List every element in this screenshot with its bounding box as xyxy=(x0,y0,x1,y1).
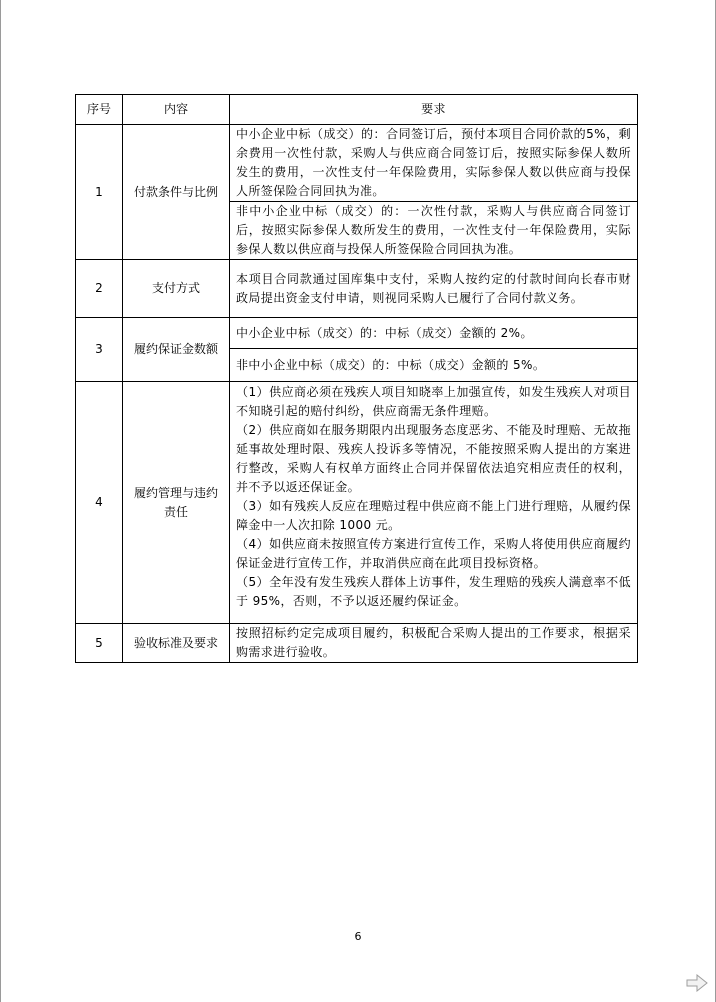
row-requirement: 非中小企业中标（成交）的：一次性付款，采购人与供应商合同签订后，按照实际参保人数所发生的费用，一次性支付一年保险费用，实际参保人数以供应商与投保人所签保险合同回执为准。 xyxy=(230,202,638,260)
table-header-row xyxy=(76,95,638,125)
row-item: 付款条件与比例 xyxy=(123,125,230,260)
row-requirement: 中小企业中标（成交）的：中标（成交）金额的 2%。 xyxy=(230,318,638,349)
row-item: 履约管理与违约责任 xyxy=(123,382,230,624)
table-row xyxy=(76,624,638,663)
header-item: 内容 xyxy=(123,95,230,125)
header-requirements: 要求 xyxy=(230,95,638,125)
row-requirement xyxy=(230,382,638,624)
row-number: 2 xyxy=(76,260,123,318)
row-number: 4 xyxy=(76,382,123,624)
requirement-paragraph: （3）如有残疾人反应在理赔过程中供应商不能上门进行理赔，从履约保障金中一人次扣除 1000 元。 xyxy=(236,499,631,532)
requirement-paragraph: （5）全年没有发生残疾人群体上访事件，发生理赔的残疾人满意率不低于 95%，否则，不予以返还履约保证金。 xyxy=(236,575,631,608)
row-number: 5 xyxy=(76,624,123,663)
page-number: 6 xyxy=(354,930,362,943)
row-requirement: 本项目合同款通过国库集中支付，采购人按约定的付款时间向长春市财政局提出资金支付申请，则视同采购人已履行了合同付款义务。 xyxy=(230,260,638,318)
requirement-paragraph: （4）如供应商未按照宣传方案进行宣传工作，采购人将使用供应商履约保证金进行宣传工作，并取消供应商在此项目投标资格。 xyxy=(236,537,631,570)
header-no: 序号 xyxy=(76,95,123,125)
table-row xyxy=(76,318,638,349)
table-row xyxy=(76,125,638,202)
row-number: 1 xyxy=(76,125,123,260)
row-requirement: 非中小企业中标（成交）的：中标（成交）金额的 5%。 xyxy=(230,349,638,382)
row-item: 支付方式 xyxy=(123,260,230,318)
page-frame-left xyxy=(0,0,1,1002)
table-row xyxy=(76,382,638,624)
requirement-paragraph: （2）供应商如在服务期限内出现服务态度恶劣、不能及时理赔、无故拖延事故处理时限、残疾人投诉多等情况，不能按照采购人提出的方案进行整改，采购人有权单方面终止合同并保留依法追究相应责任的权利，并不予以返还保证金。 xyxy=(236,423,631,494)
row-item: 验收标准及要求 xyxy=(123,624,230,663)
next-page-arrow-icon[interactable] xyxy=(686,974,708,992)
row-item: 履约保证金数额 xyxy=(123,318,230,382)
requirements-table xyxy=(75,94,638,663)
requirement-paragraph: （1）供应商必须在残疾人项目知晓率上加强宣传，如发生残疾人对项目不知晓引起的赔付纠纷，供应商需无条件理赔。 xyxy=(236,385,631,418)
row-requirement: 按照招标约定完成项目履约，积极配合采购人提出的工作要求，根据采购需求进行验收。 xyxy=(230,624,638,663)
row-requirement: 中小企业中标（成交）的：合同签订后，预付本项目合同价款的5%，剩余费用一次性付款，采购人与供应商合同签订后，按照实际参保人数所发生的费用，一次性支付一年保险费用，实际参保人数以供应商与投保人所签保险合同回执为准。 xyxy=(230,125,638,202)
table-row xyxy=(76,260,638,318)
row-number: 3 xyxy=(76,318,123,382)
